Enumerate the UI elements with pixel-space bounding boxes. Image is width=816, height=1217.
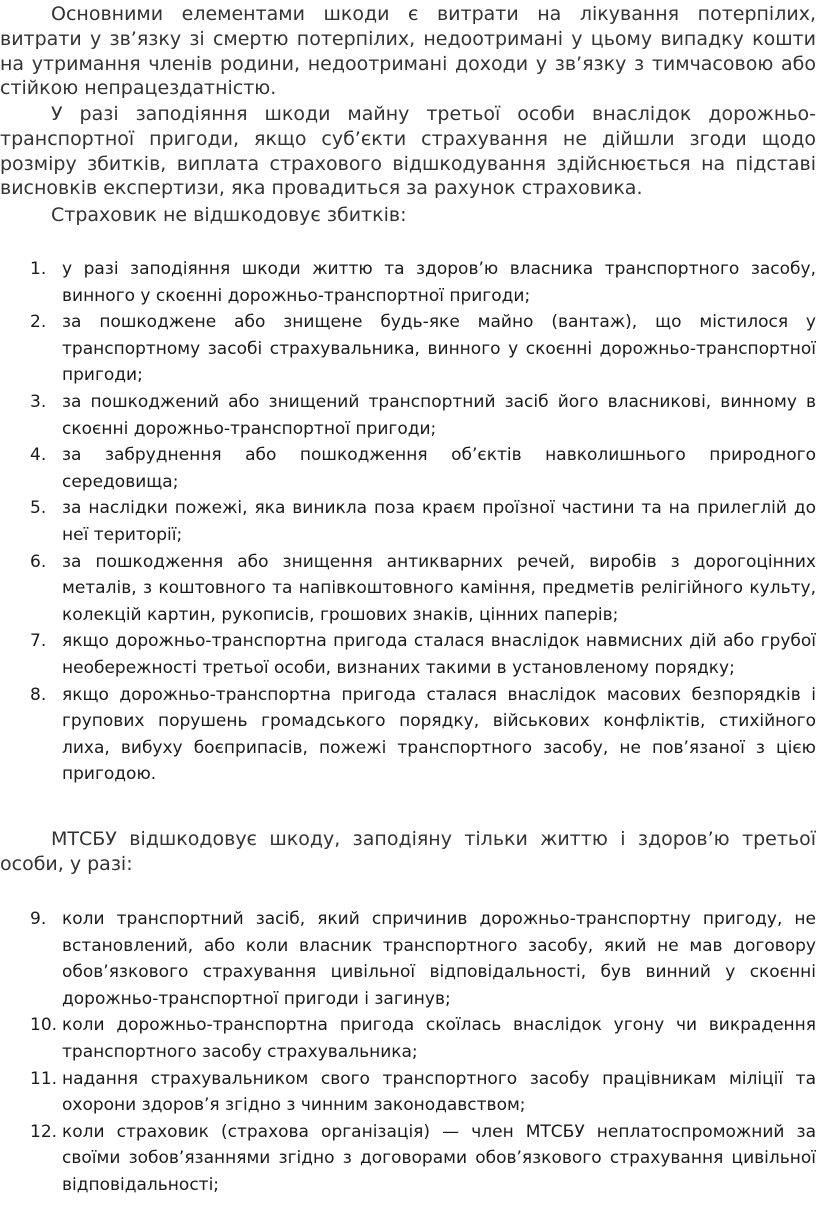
list-text: надання страхувальником свого транспортного засобу працівникам міліції та охорони здоров’я згідно з чинним законодавством;	[62, 1068, 816, 1116]
list-number: 4.	[30, 445, 47, 466]
list-item	[0, 1119, 816, 1199]
list-number: 6.	[30, 551, 47, 572]
paragraph-text: Страховик не відшкодовує збитків:	[51, 204, 407, 226]
paragraph-mtsbu-heading	[0, 827, 816, 877]
list-number: 10.	[30, 1015, 58, 1036]
mtsbu-cases-list	[0, 906, 816, 1199]
list-number: 3.	[30, 391, 47, 412]
list-number: 1.	[30, 259, 47, 279]
list-text: якщо дорожньо-транспортна пригода сталася внаслідок навмисних дій або грубої необережності третьої особи, визнаних такими в установленому порядку;	[62, 631, 816, 678]
list-number: 5.	[30, 498, 47, 519]
list-number: 9.	[30, 909, 47, 929]
list-text: за пошкоджене або знищене будь-яке майно (вантаж), що містилося у транспортному засобі страхувальника, винного у скоєнні дорожньо-транспортної пригоди;	[62, 312, 816, 386]
list-item	[0, 495, 816, 548]
list-text: за пошкоджений або знищений транспортний засіб його власникові, винному в скоєнні дорожньо-транспортної пригоди;	[62, 391, 816, 439]
paragraph-property-damage	[0, 102, 816, 201]
list-text: якщо дорожньо-транспортна пригода сталася внаслідок масових безпорядків і групових порушень громадського порядку, військових конфліктів, стихійного лиха, вибуху боєприпасів, пожежі транспортного засобу, не пов’язаної з цією пригодою.	[62, 684, 816, 785]
list-number: 7.	[30, 631, 47, 652]
list-number: 11.	[30, 1068, 58, 1089]
paragraph-damage-elements	[0, 2, 816, 101]
list-number: 8.	[30, 684, 47, 705]
list-text: коли дорожньо-транспортна пригода скоїлась внаслідок угону чи викрадення транспортного засобу страхувальника;	[62, 1015, 816, 1062]
paragraph-insurer-exclusions-heading	[0, 203, 816, 228]
list-text: за забруднення або пошкодження об’єктів навколишнього природного середовища;	[62, 445, 816, 492]
list-item	[0, 682, 816, 788]
list-text: коли транспортний засіб, який спричинив дорожньо-транспортну пригоду, не встановлений, або коли власник транспортного засобу, який не мав договору обов’язкового страхування цивільної відповідальності, був винний у скоєнні дорожньо-транспортної пригоди і загинув;	[62, 909, 816, 1009]
list-number: 2.	[30, 312, 47, 333]
list-item	[0, 442, 816, 495]
list-text: за наслідки пожежі, яка виникла поза краєм проїзної частини та на прилеглій до неї території;	[62, 498, 816, 545]
exclusions-list	[0, 256, 816, 788]
paragraph-text: Основними елементами шкоди є витрати на лікування потерпілих, витрати у зв’язку зі смертю потерпілих, недоотримані у цьому випадку кошти на утримання членів родини, недоотримані доходи у зв’язку з тимчасовою або стійкою непрацездатністю.	[0, 3, 816, 100]
list-item	[0, 256, 816, 309]
list-item	[0, 389, 816, 442]
list-item	[0, 906, 816, 1012]
paragraph-text: У разі заподіяння шкоди майну третьої особи внаслідок дорожньо-транспортної пригоди, якщо суб’єкти страхування не дійшли згоди щодо розміру збитків, виплата страхового відшкодування здійснюється на підставі висновків експертизи, яка провадиться за рахунок страховика.	[0, 103, 816, 200]
list-text: за пошкодження або знищення антикварних речей, виробів з дорогоцінних металів, з коштовного та напівкоштовного каміння, предметів релігійного культу, колекцій картин, рукописів, грошових знаків, цінних паперів;	[62, 551, 816, 625]
list-item	[0, 1012, 816, 1065]
list-item	[0, 1066, 816, 1119]
list-item	[0, 628, 816, 681]
list-item	[0, 309, 816, 389]
paragraph-text: МТСБУ відшкодовує шкоду, заподіяну тільки життю і здоров’ю третьої особи, у разі:	[0, 828, 816, 875]
list-text: коли страховик (страхова організація) — член МТСБУ неплатоспроможний за своїми зобов’язаннями згідно з договорами обов’язкового страхування цивільної відповідальності;	[62, 1121, 816, 1195]
list-item	[0, 549, 816, 629]
list-number: 12.	[30, 1121, 58, 1142]
list-text: у разі заподіяння шкоди життю та здоров’ю власника транспортного засобу, винного у скоєнні дорожньо-транспортної пригоди;	[62, 259, 816, 306]
